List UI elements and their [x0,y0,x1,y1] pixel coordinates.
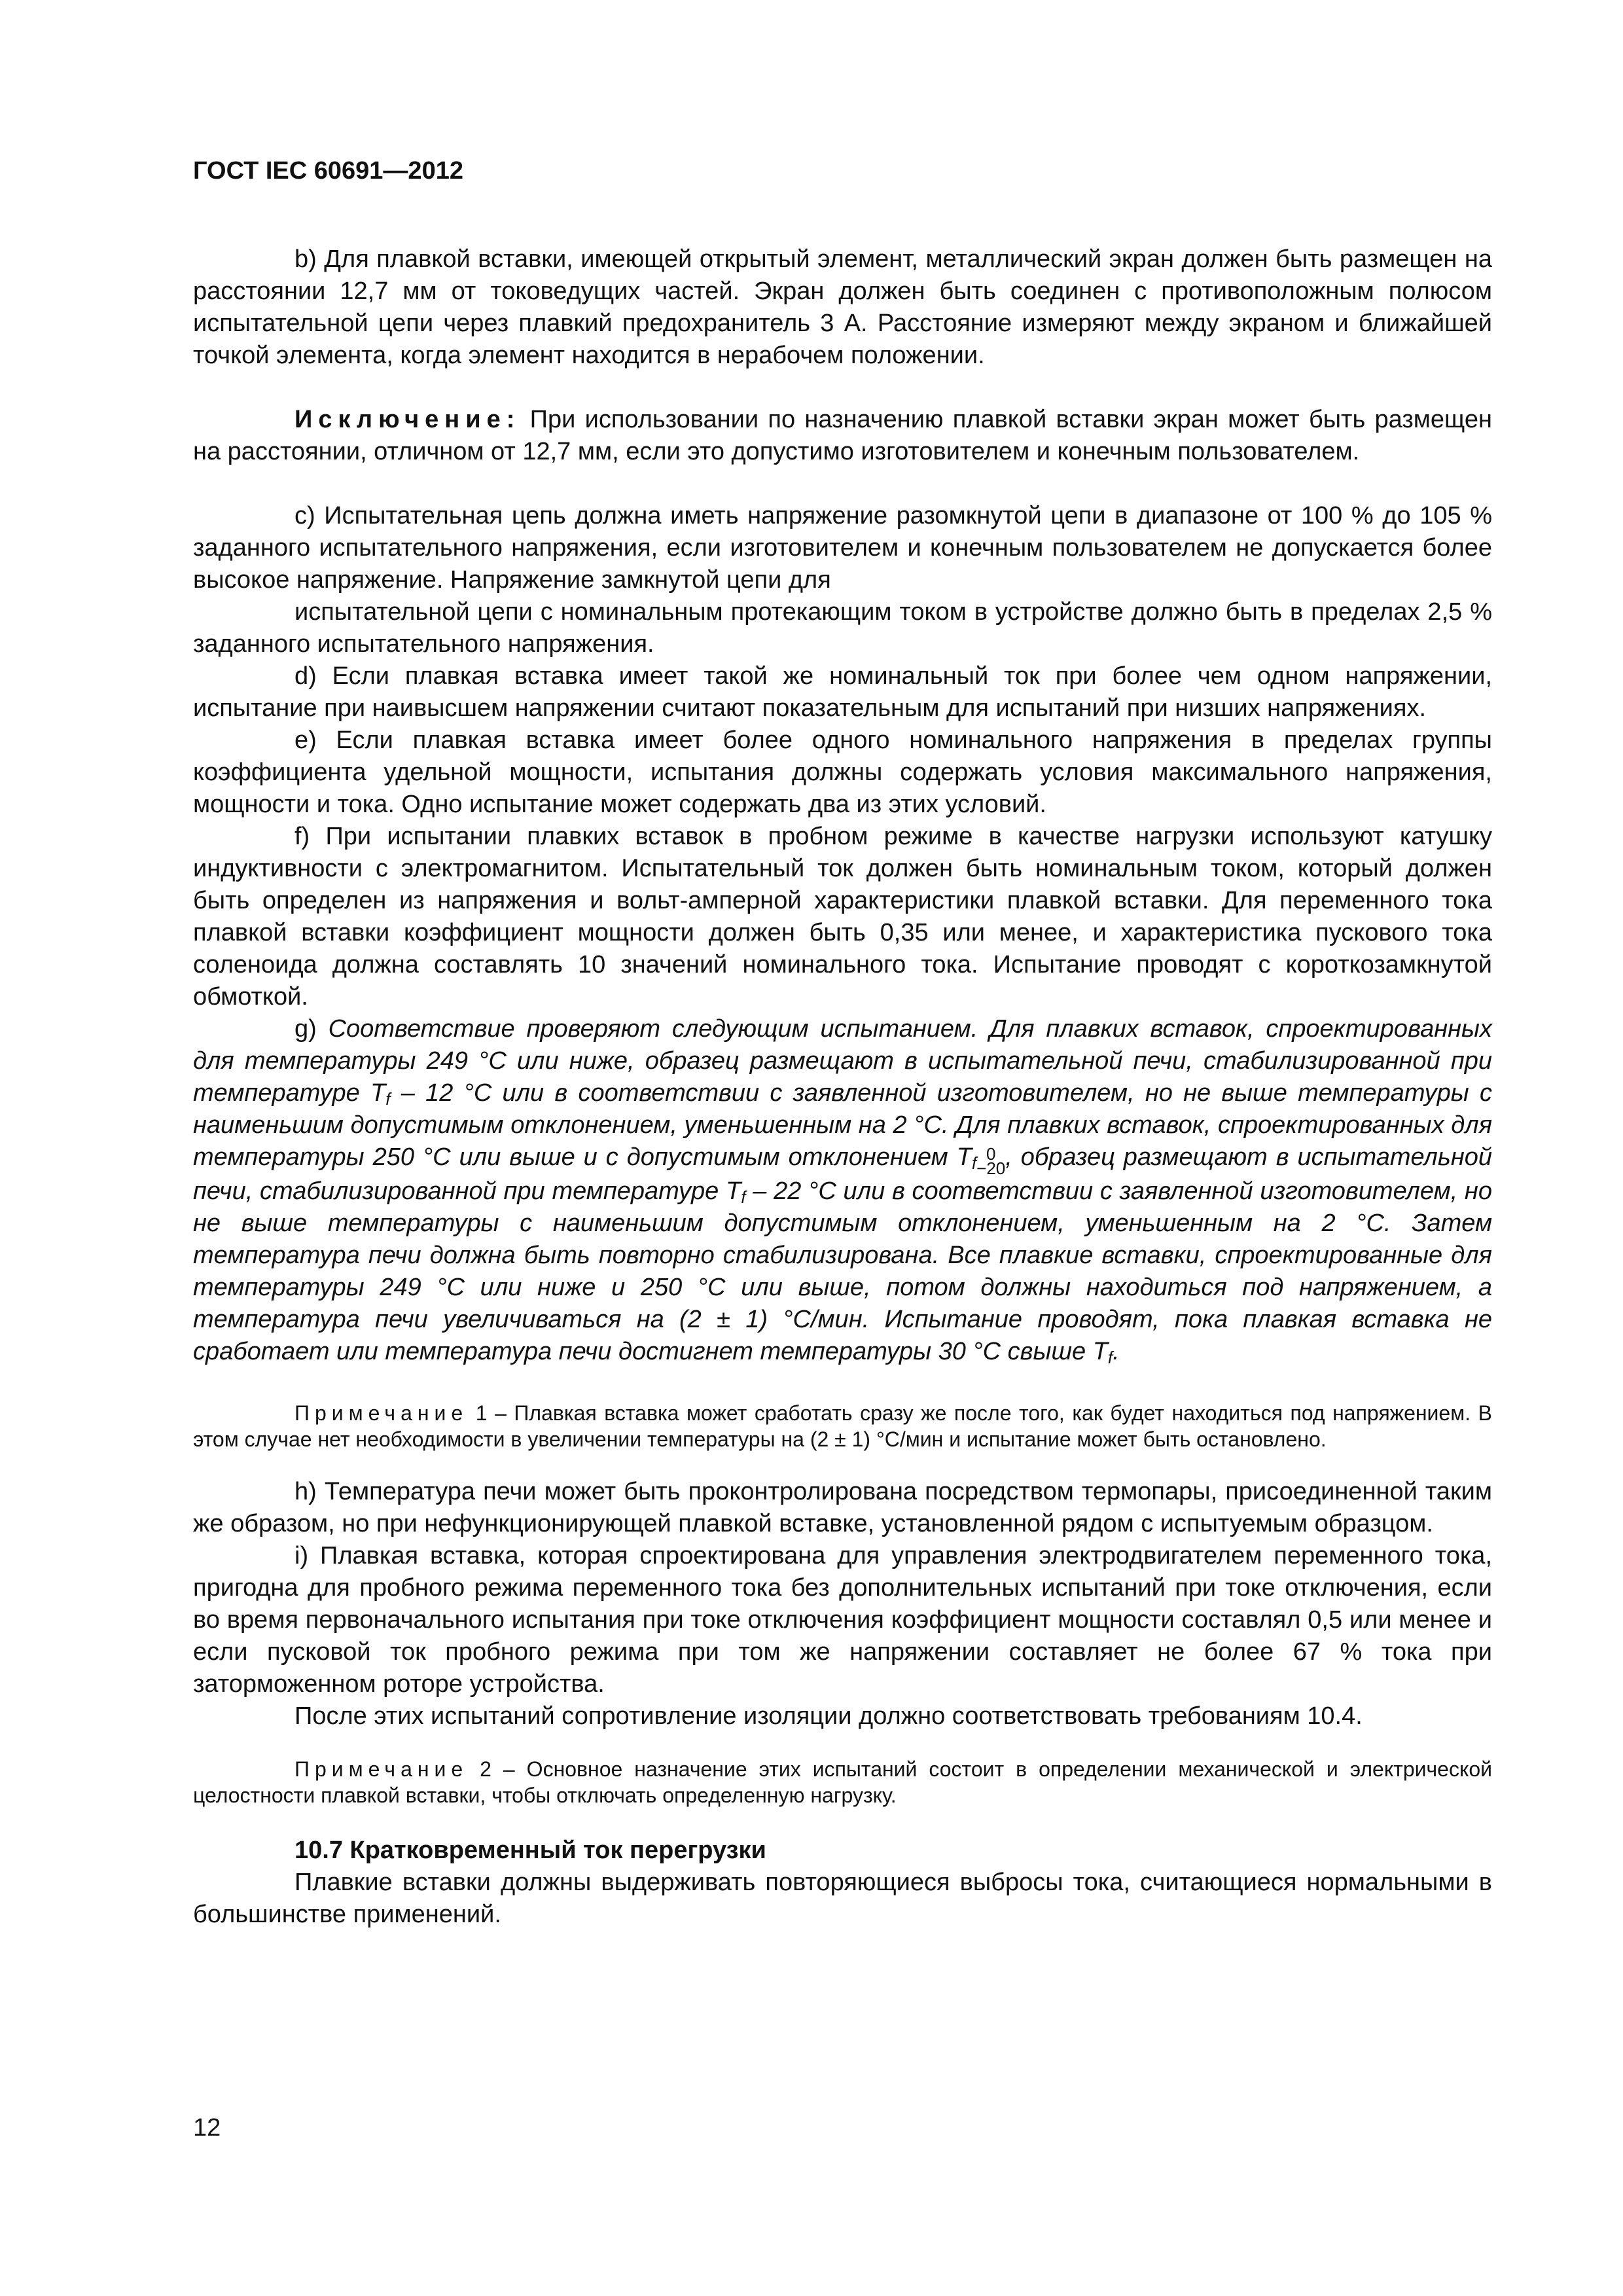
document-body [193,243,1492,1931]
temperature-subscript: f [741,1187,746,1207]
paragraph-g-text2: – 12 °С или в соответствии с заявленной изготовителем, но не выше температуры с наименьшим допустимым отклонением, уменьшенным на 2 °С. Для плавких вставок, спроектированных для температуры 250 °С или выше и с допустимым отклонением T [193,1079,1492,1171]
note-2 [193,1756,1492,1808]
paragraph-g [193,1013,1492,1368]
paragraph-i: i) Плавкая вставка, которая спроектирована для управления электродвигателем переменного тока, пригодна для пробного режима переменного тока без дополнительных испытаний при токе отключения, если во время первоначального испытания при токе отключения коэффициент мощности составлял 0,5 или менее и если пусковой ток пробного режима при том же напряжении составляет не более 67 % тока при заторможенном роторе устройства. [193,1542,1492,1698]
paragraph-g-end: . [1113,1338,1120,1365]
tolerance-upper: 0 [986,1144,996,1164]
note-1-text: 1 – Плавкая вставка может сработать сразу же после того, как будет находиться под напряжением. В этом случае нет необходимости в увеличении температуры на (2 ± 1) °С/мин и испытание может быть остановлено. [193,1401,1492,1451]
paragraph-g-text3: , образец размещают в испытательной печи, стабилизированной при температуре T [193,1143,1493,1205]
exception-paragraph [193,404,1492,468]
paragraph-f: f) При испытании плавких вставок в пробном режиме в качестве нагрузки используют катушку индуктивности с электромагнитом. Испытательный ток должен быть номинальным током, который должен быть определен из напряжения и вольт-амперной характеристики плавкой вставки. Для переменного тока плавкой вставки коэффициент мощности должен быть 0,35 или менее, и характеристика пускового тока соленоида должна составлять 10 значений номинального тока. Испытание проводят с короткозамкнутой обмоткой. [193,823,1492,1011]
temperature-subscript: f [1107,1348,1113,1367]
tolerance-lower: −20 [976,1158,1006,1178]
paragraph-after-tests: После этих испытаний сопротивление изоляции должно соответствовать требованиям 10.4. [294,1702,1363,1730]
temperature-subscript: f [385,1089,391,1109]
paragraph-b: b) Для плавкой вставки, имеющей открытый элемент, металлический экран должен быть размещен на расстоянии 12,7 мм от токоведущих частей. Экран должен быть соединен с противоположным полюсом испытательной цепи через плавкий предохранитель 3 А. Расстояние измеряют между экраном и ближайшей точкой элемента, когда элемент находится в нерабочем положении. [193,245,1492,369]
note-1-label: Примечание [294,1401,469,1425]
document-header: ГОСТ IEC 60691—2012 [193,157,463,185]
paragraph-c-part1: с) Испытательная цепь должна иметь напряжение разомкнутой цепи в диапазоне от 100 % до 105 % заданного испытательного напряжения, если изготовителем и конечным пользователем не допускается более высокое напряжение. Напряжение замкнутой цепи для [193,502,1492,594]
paragraph-g-text4: – 22 °С или в соответствии с заявленной изготовителем, но не выше температуры с наименьшим допустимым отклонением, уменьшенным на 2 °С. Затем температура печи должна быть повторно стабилизирована. Все плавкие вставки, спроектированные для температуры 249 °С или ниже и 250 °С или выше, потом должны находиться под напряжением, а температура печи увеличиваться на (2 ± 1) °С/мин. Испытание проводят, пока плавкая вставка не сработает или температура печи достигнет температуры 30 °С свыше T [193,1177,1492,1365]
paragraph-c-part2: испытательной цепи с номинальным протекающим током в устройстве должно быть в пределах 2,5 % заданного испытательного напряжения. [193,598,1492,658]
temperature-subscript: f [971,1153,977,1173]
paragraph-h: h) Температура печи может быть проконтролирована посредством термопары, присоединенной таким же образом, но при нефункционирующей плавкой вставке, установленной рядом с испытуемым образцом. [193,1478,1492,1537]
section-paragraph: Плавкие вставки должны выдерживать повторяющиеся выбросы тока, считающиеся нормальными в большинстве применений. [193,1869,1492,1928]
page-number: 12 [193,2114,221,2142]
tolerance-stack [976,1144,1006,1178]
exception-text: При использовании по назначению плавкой вставки экран может быть размещен на расстоянии, отличном от 12,7 мм, если это допустимо изготовителем и конечным пользователем. [193,406,1492,465]
paragraph-e: е) Если плавкая вставка имеет более одного номинального напряжения в пределах группы коэффициента удельной мощности, испытания должны содержать условия максимального напряжения, мощности и тока. Одно испытание может содержать два из этих условий. [193,726,1492,818]
note-2-text: 2 – Основное назначение этих испытаний состоит в определении механической и электрической целостности плавкой вставки, чтобы отключать определенную нагрузку. [193,1757,1492,1807]
paragraph-g-label: g) [294,1015,329,1043]
paragraph-d: d) Если плавкая вставка имеет такой же номинальный ток при более чем одном напряжении, испытание при наивысшем напряжении считают показательным для испытаний при низших напряжениях. [193,662,1492,722]
exception-label: Исключение: [294,406,521,433]
section-heading: 10.7 Кратковременный ток перегрузки [294,1837,766,1864]
note-2-label: Примечание [294,1757,469,1781]
note-1 [193,1400,1492,1452]
paragraph-g-text1: Соответствие проверяют следующим испытанием. Для плавких вставок, спроектированных для температуры 249 °С или ниже, образец размещают в испытательной печи, стабилизированной при температуре T [193,1015,1492,1107]
